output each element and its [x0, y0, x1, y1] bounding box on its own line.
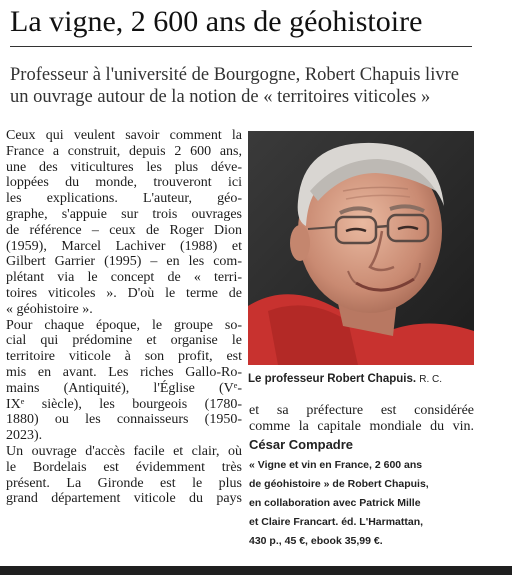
portrait-illustration [248, 131, 474, 365]
body-line: loppées du monde, trouveront ici [6, 175, 242, 191]
body-line: Gilbert Garrier (1995) – en les com- [6, 254, 242, 270]
book-line: 430 p., 45 €, ebook 35,99 €. [249, 535, 383, 547]
body-line: une des viticultures les plus déve- [6, 159, 242, 175]
book-reference [249, 456, 479, 551]
body-line: France a construit, depuis 2 600 ans, [6, 143, 242, 159]
body-line: 2023). [6, 428, 43, 444]
body-line: territoire viticole à son profit, est [6, 349, 242, 365]
headline-rule [10, 46, 472, 47]
body-line: Ceux qui veulent savoir comment la [6, 128, 242, 143]
body-line: Pour chaque époque, le groupe so- [6, 317, 242, 333]
body-line: et sa préfecture est considérée [249, 403, 474, 418]
deck-line: un ouvrage autour de la notion de « territoires viticoles » [10, 87, 431, 107]
body-line: (1959), Marcel Lachiver (1988) et [6, 238, 242, 254]
body-line: 1880) ou les connaisseurs (1950- [6, 412, 242, 428]
caption-credit: R. C. [419, 374, 443, 385]
body-line: présent. La Gironde est le plus [6, 475, 242, 491]
body-line: le Bordelais est évidemment très [6, 459, 242, 475]
book-line: de géohistoire » de Robert Chapuis, [249, 478, 429, 490]
body-line: de référence – ceux de Roger Dion [6, 222, 242, 238]
photo-caption [248, 372, 488, 387]
body-line: grand département viticole du pays [6, 491, 242, 507]
article-body-right [249, 403, 474, 435]
body-line: les explications. L'auteur, géo- [6, 191, 242, 207]
book-line: « Vigne et vin en France, 2 600 ans [249, 459, 423, 471]
body-line: comme la capitale mondiale du vin. [249, 418, 474, 434]
body-line: cial qui prédomine et organise le [6, 333, 242, 349]
bottom-bar [0, 566, 512, 575]
article-body-left [6, 128, 242, 507]
book-line: et Claire Francart. éd. L'Harmattan, [249, 516, 424, 528]
deck [10, 64, 480, 108]
body-line: mains (Antiquité), l'Église (Vᵉ- [6, 380, 242, 396]
portrait-photo [248, 131, 474, 365]
body-line: graphe, s'appuie sur trois ouvrages [6, 206, 242, 222]
book-line: en collaboration avec Patrick Mille [249, 497, 421, 509]
body-line: Un ouvrage d'accès facile et clair, où [6, 443, 242, 459]
body-line: IXᵉ siècle), les bourgeois (1780- [6, 396, 242, 412]
body-line: plétant via le concept de « terri- [6, 270, 242, 286]
headline: La vigne, 2 600 ans de géohistoire [10, 5, 423, 38]
deck-line: Professeur à l'université de Bourgogne, Robert Chapuis livre [10, 65, 459, 85]
body-line: toires viticoles ». D'où le terme de [6, 285, 242, 301]
body-line: « géohistoire ». [6, 301, 93, 317]
body-line: mis en avant. Les riches Gallo-Ro- [6, 364, 242, 380]
caption-name: Le professeur Robert Chapuis. [248, 373, 417, 385]
author-byline: César Compadre [249, 437, 354, 452]
